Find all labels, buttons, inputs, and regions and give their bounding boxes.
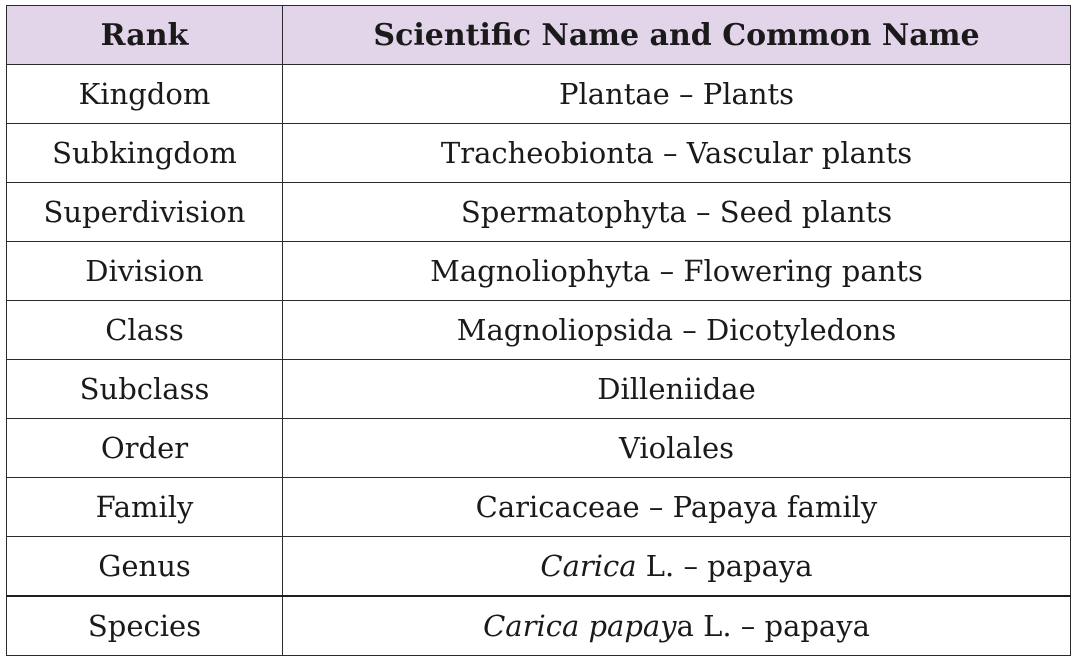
name-cell: Tracheobionta – Vascular plants — [283, 124, 1071, 183]
header-scientific-common-name: Scientific Name and Common Name — [283, 6, 1071, 65]
table-row — [7, 183, 1071, 242]
species-rest: a L. – papaya — [676, 609, 870, 643]
table-row — [7, 65, 1071, 124]
name-cell: Caricaceae – Papaya family — [283, 478, 1071, 537]
rank-cell: Superdivision — [7, 183, 283, 242]
taxonomy-table-container — [6, 5, 1071, 656]
taxonomy-table — [6, 5, 1071, 656]
name-cell: Spermatophyta – Seed plants — [283, 183, 1071, 242]
table-row — [7, 242, 1071, 301]
genus-rest: L. – papaya — [636, 549, 813, 583]
table-row — [7, 478, 1071, 537]
table-row — [7, 124, 1071, 183]
table-row — [7, 596, 1071, 656]
table-row — [7, 419, 1071, 478]
name-cell: Dilleniidae — [283, 360, 1071, 419]
rank-cell: Subkingdom — [7, 124, 283, 183]
table-row — [7, 360, 1071, 419]
name-cell: Plantae – Plants — [283, 65, 1071, 124]
genus-italic: Carica — [540, 549, 637, 583]
header-row — [7, 6, 1071, 65]
name-cell: Magnoliophyta – Flowering pants — [283, 242, 1071, 301]
rank-cell: Kingdom — [7, 65, 283, 124]
header-rank: Rank — [7, 6, 283, 65]
name-cell — [283, 596, 1071, 656]
rank-cell: Family — [7, 478, 283, 537]
rank-cell: Species — [7, 596, 283, 656]
table-row — [7, 537, 1071, 597]
species-italic: Carica papay — [483, 609, 677, 643]
rank-cell: Order — [7, 419, 283, 478]
name-cell — [283, 537, 1071, 597]
rank-cell: Class — [7, 301, 283, 360]
rank-cell: Genus — [7, 537, 283, 597]
name-cell: Violales — [283, 419, 1071, 478]
table-row — [7, 301, 1071, 360]
name-cell: Magnoliopsida – Dicotyledons — [283, 301, 1071, 360]
rank-cell: Division — [7, 242, 283, 301]
rank-cell: Subclass — [7, 360, 283, 419]
